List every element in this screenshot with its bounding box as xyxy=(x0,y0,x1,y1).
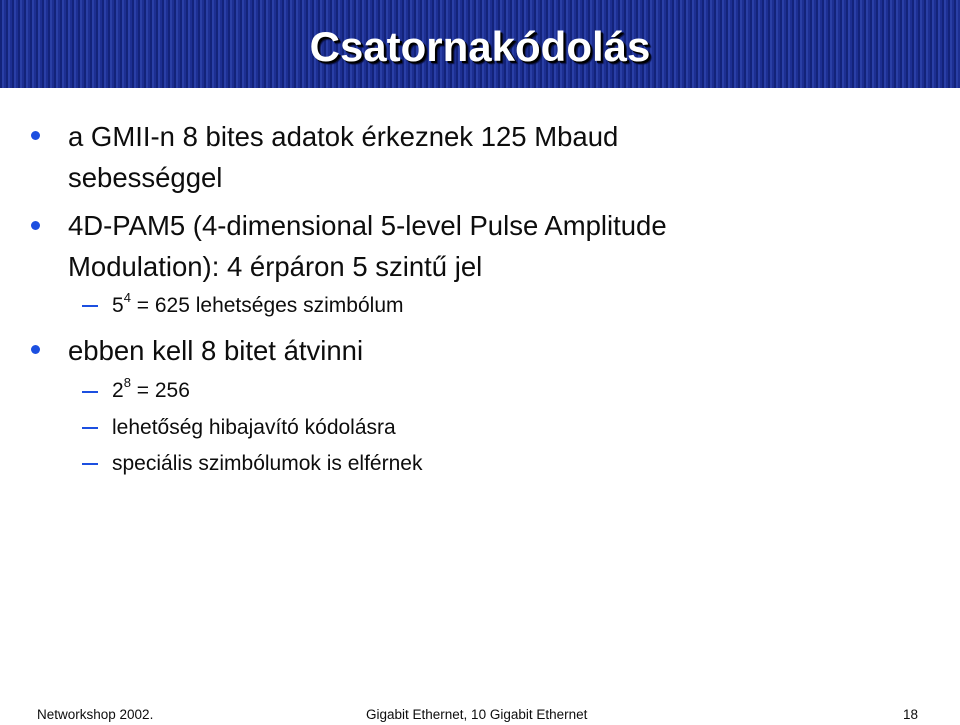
sub-item-base: 2 xyxy=(112,379,124,402)
bullet-2-line-2: Modulation): 4 érpáron 5 szintű jel xyxy=(68,251,483,282)
bullet-2-line-1: 4D-PAM5 (4-dimensional 5-level Pulse Amplitude xyxy=(68,210,667,241)
bullet-1-line-2: sebességgel xyxy=(68,162,223,193)
sub-bullet-dash-icon xyxy=(82,427,98,429)
sub-item-error-correction: lehetőség hibajavító kódolásra xyxy=(112,416,396,439)
footer-left: Networkshop 2002. xyxy=(37,707,154,722)
sub-item-exponent: 8 xyxy=(123,375,131,390)
sub-item-power xyxy=(112,376,190,406)
sub-item-special-symbols: speciális szimbólumok is elférnek xyxy=(112,452,423,475)
footer-center: Gigabit Ethernet, 10 Gigabit Ethernet xyxy=(366,707,588,722)
bullet-dot-icon xyxy=(31,221,40,230)
bullet-1-line-1: a GMII-n 8 bites adatok érkeznek 125 Mbaud xyxy=(68,121,619,152)
bullet-3-line-1: ebben kell 8 bitet átvinni xyxy=(68,335,364,366)
sub-item-symbols xyxy=(112,291,404,321)
bullet-dot-icon xyxy=(31,345,40,354)
sub-bullet-dash-icon xyxy=(82,391,98,393)
slide-title: Csatornakódolás xyxy=(309,23,651,70)
sub-item-rest: = 256 xyxy=(130,379,190,402)
bullet-dot-icon xyxy=(31,131,40,140)
sub-bullet-dash-icon xyxy=(82,463,98,465)
sub-item-exponent: 4 xyxy=(123,290,131,305)
sub-item-rest: = 625 lehetséges szimbólum xyxy=(130,294,404,317)
sub-bullet-dash-icon xyxy=(82,305,98,307)
page-number: 18 xyxy=(903,707,919,722)
sub-item-base: 5 xyxy=(112,294,124,317)
